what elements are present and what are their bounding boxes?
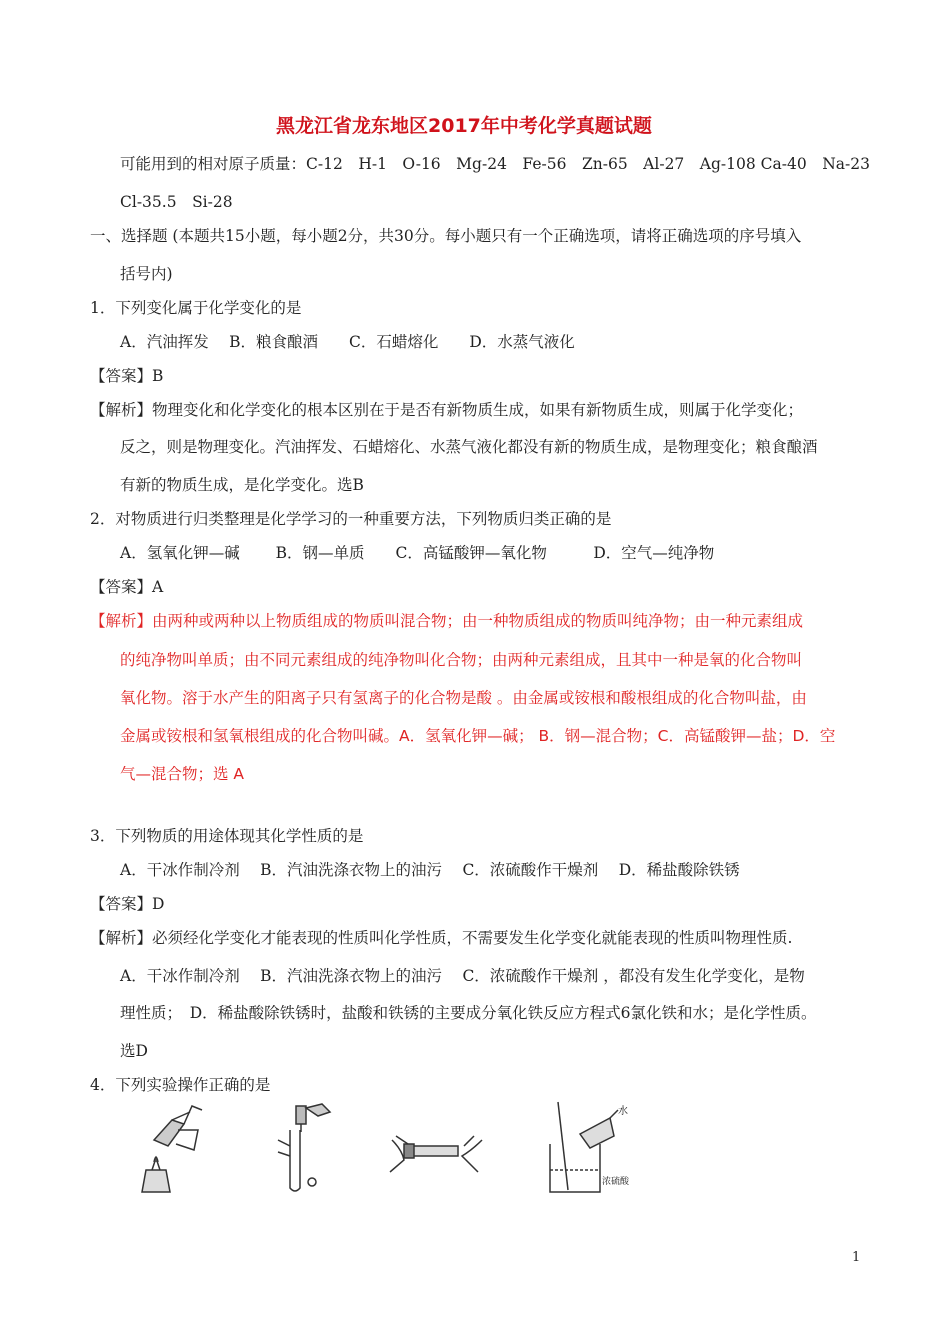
page-number: 1 <box>852 1250 861 1265</box>
question-1-explanation-2: 反之，则是物理变化。汽油挥发、石蜡熔化、水蒸气液化都没有新的物质生成，是物理变化；粮食酿酒 <box>120 438 818 456</box>
question-1: 1．下列变化属于化学变化的是 <box>90 299 302 317</box>
section-heading-line-1: 一、选择题 (本题共15小题，每小题2分，共30分。每小题只有一个正确选项，请将正确选项的序号填入 <box>90 227 802 245</box>
question-3-options: A．干冰作制冷剂 B．汽油洗涤衣物上的油污 C．浓硫酸作干燥剂 D．稀盐酸除铁锈 <box>120 861 740 879</box>
experiment-figures <box>120 1100 640 1200</box>
figure-label-water: 水 <box>618 1106 628 1117</box>
question-3-explanation-2: A．干冰作制冷剂 B．汽油洗涤衣物上的油污 C．浓硫酸作干燥剂 ，都没有发生化学变化，是物 <box>120 967 805 985</box>
figure-dropper-test-tube <box>260 1100 350 1200</box>
question-2: 2．对物质进行归类整理是化学学习的一种重要方法，下列物质归类正确的是 <box>90 510 612 528</box>
question-2-explanation-4: 金属或铵根和氢氧根组成的化合物叫碱。A．氢氧化钾—碱； B．钢—混合物；C．高锰酸钾—盐；D．空 <box>120 727 836 745</box>
question-3-explanation-1: 【解析】必须经化学变化才能表现的性质叫化学性质，不需要发生化学变化就能表现的性质叫物理性质. <box>90 929 793 947</box>
question-4: 4．下列实验操作正确的是 <box>90 1076 271 1094</box>
question-3: 3．下列物质的用途体现其化学性质的是 <box>90 827 364 845</box>
question-2-answer: 【答案】A <box>90 578 164 596</box>
figure-alcohol-lamp <box>132 1100 212 1200</box>
page-title: 黑龙江省龙东地区2017年中考化学真题试题 <box>276 115 652 137</box>
question-1-options: A．汽油挥发 B．粮食酿酒 C．石蜡熔化 D．水蒸气液化 <box>120 333 575 351</box>
question-2-options: A．氢氧化钾—碱 B．钢—单质 C．高锰酸钾—氧化物 D．空气—纯净物 <box>120 544 715 562</box>
question-2-explanation-1: 【解析】由两种或两种以上物质组成的物质叫混合物；由一种物质组成的物质叫纯净物；由一种元素组成 <box>90 612 804 630</box>
section-heading-line-2: 括号内) <box>120 265 173 283</box>
question-1-explanation-3: 有新的物质生成，是化学变化。选B <box>120 476 364 494</box>
figure-acid-dilution <box>530 1100 640 1200</box>
question-3-answer: 【答案】D <box>90 895 165 913</box>
figure-stopper-insertion <box>382 1100 492 1200</box>
question-2-explanation-2: 的纯净物叫单质；由不同元素组成的纯净物叫化合物；由两种元素组成，且其中一种是氧的化合物叫 <box>120 651 803 669</box>
question-1-explanation-1: 【解析】物理变化和化学变化的根本区别在于是否有新物质生成，如果有新物质生成，则属于化学变化； <box>90 401 804 419</box>
figure-label-acid: 浓硫酸 <box>602 1177 630 1187</box>
question-2-explanation-3: 氧化物。溶于水产生的阳离子只有氢离子的化合物是酸 。由金属或铵根和酸根组成的化合物叫盐，由 <box>120 689 807 707</box>
question-1-answer: 【答案】B <box>90 367 164 385</box>
atomic-mass-line-2: Cl-35.5 Si-28 <box>120 193 233 211</box>
question-2-explanation-5: 气—混合物；选 A <box>120 765 245 783</box>
question-3-explanation-4: 选D <box>120 1042 148 1060</box>
question-3-explanation-3: 理性质； D．稀盐酸除铁锈时，盐酸和铁锈的主要成分氧化铁反应方程式6氯化铁和水；是化学性质。 <box>120 1004 817 1022</box>
atomic-mass-line-1: 可能用到的相对原子质量：C-12 H-1 O-16 Mg-24 Fe-56 Zn-65 Al-27 Ag-108 Ca-40 Na-23 <box>120 155 870 173</box>
